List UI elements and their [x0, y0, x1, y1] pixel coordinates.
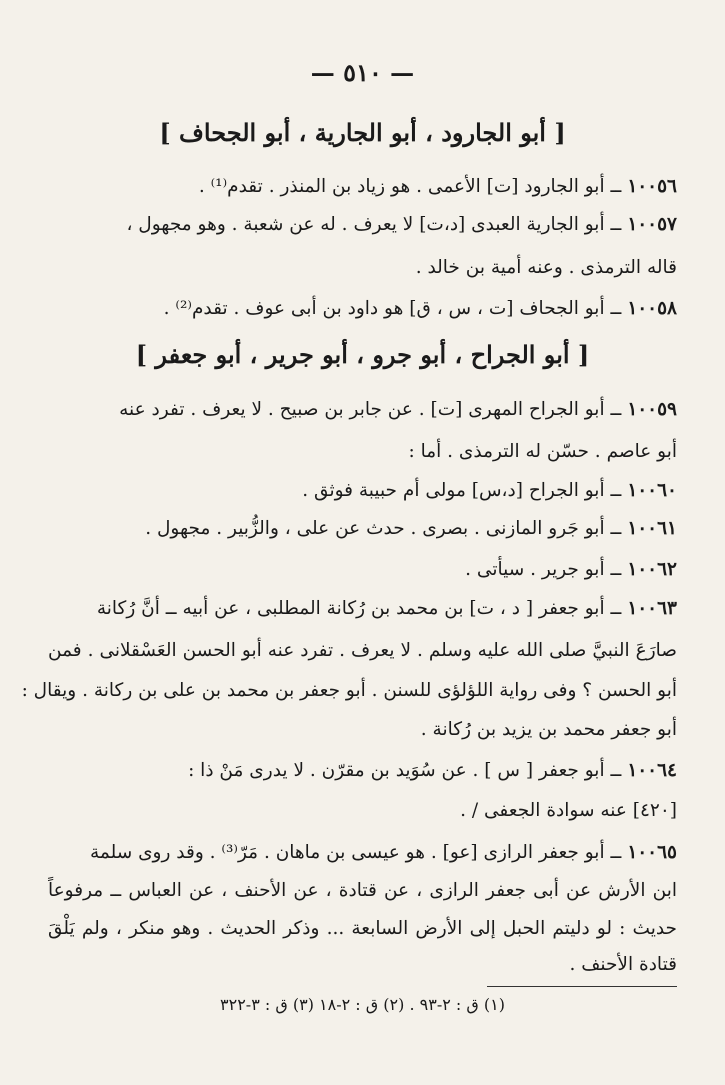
entry-10063	[48, 594, 677, 624]
entry-number: ١٠٠٦٢	[627, 559, 677, 580]
entry-10060	[48, 476, 677, 506]
entry-text: ــ أبو جرير . سيأتى .	[465, 559, 622, 580]
entry-10057	[48, 210, 677, 240]
entry-text: ــ أبو الجارية العبدى [د،ت] لا يعرف . له عن شعبة . وهو مجهول ،	[126, 214, 622, 235]
entry-text: ــ أبو جَرو المازنى . بصرى . حدث عن على ، والزُّبير . مجهول .	[145, 518, 622, 539]
entry-continuation: صارَعَ النبيَّ صلى الله عليه وسلم . لا يعرف . تفرد عنه أبو الحسن العَسْقلانى . فمن	[48, 640, 677, 661]
entry-10056	[48, 172, 677, 202]
entry-continuation: أبو الحسن ؟ وفى رواية اللؤلؤى للسنن . أبو جعفر بن محمد بن على بن ركانة . ويقال :	[21, 680, 677, 701]
section-title: [ أبو الجارود ، أبو الجارية ، أبو الجحاف ]	[159, 118, 566, 147]
entry-number: ١٠٠٦٠	[627, 480, 677, 501]
entry-text: ــ أبو الجحاف [ت ، س ، ق] هو داود بن أبى عوف . تقدم⁽²⁾ .	[163, 298, 622, 319]
entry-continuation: أبو عاصم . حسّن له الترمذى . أما :	[408, 441, 677, 462]
entry-number: ١٠٠٥٧	[627, 214, 677, 235]
entry-number: ١٠٠٦٥	[627, 842, 677, 863]
entry-10058	[48, 294, 677, 324]
entry-10062	[48, 555, 677, 585]
entry-number: ١٠٠٦٤	[627, 760, 677, 781]
entry-text: ــ أبو جعفر الرازى [عو] . هو عيسى بن ماهان . مَرّ⁽³⁾ . وقد روى سلمة	[89, 842, 622, 863]
footnotes: (١) ق : ٢-٩٣ . (٢) ق : ٢-١٨ (٣) ق : ٣-٣٢٢	[220, 995, 505, 1014]
entry-continuation: [٤٢٠] عنه سوادة الجعفى / .	[460, 800, 677, 821]
entry-number: ١٠٠٥٩	[627, 399, 677, 420]
entry-continuation: ابن الأرش عن أبى جعفر الرازى ، عن قتادة ، عن الأحنف ، عن العباس ــ مرفوعاً	[48, 880, 677, 901]
entry-continuation: قتادة الأحنف .	[569, 954, 677, 975]
entry-continuation: أبو جعفر محمد بن يزيد بن رُكانة .	[420, 719, 677, 740]
entry-continuation: حديث : لو دليتم الحبل إلى الأرض السابعة ... وذكر الحديث . وهو منكر ، ولم يَلْقَ	[48, 918, 677, 939]
entry-10064	[48, 756, 677, 786]
entry-number: ١٠٠٥٦	[627, 176, 677, 197]
entry-text: ــ أبو جعفر [ د ، ت] بن محمد بن رُكانة المطلبى ، عن أبيه ــ أنَّ رُكانة	[96, 598, 622, 619]
entry-10061	[48, 514, 677, 544]
entry-continuation: قاله الترمذى . وعنه أمية بن خالد .	[415, 257, 677, 278]
footnote-divider	[487, 986, 677, 987]
entry-number: ١٠٠٦١	[627, 518, 677, 539]
entry-text: ــ أبو جعفر [ س ] . عن سُوَيد بن مقرّن . لا يدرى مَنْ ذا :	[188, 760, 622, 781]
entry-text: ــ أبو الجارود [ت] الأعمى . هو زياد بن المنذر . تقدم⁽¹⁾ .	[198, 176, 622, 197]
entry-text: ــ أبو الجراح [د،س] مولى أم حبيبة فوثق .	[302, 480, 622, 501]
entry-number: ١٠٠٦٣	[627, 598, 677, 619]
entry-10059	[48, 395, 677, 425]
page-number: — ٥١٠ —	[310, 58, 415, 87]
section-title: [ أبو الجراح ، أبو جرو ، أبو جرير ، أبو جعفر ]	[135, 340, 590, 369]
entry-number: ١٠٠٥٨	[627, 298, 677, 319]
entry-text: ــ أبو الجراح المهرى [ت] . عن جابر بن صبيح . لا يعرف . تفرد عنه	[119, 399, 622, 420]
entry-10065	[48, 838, 677, 868]
